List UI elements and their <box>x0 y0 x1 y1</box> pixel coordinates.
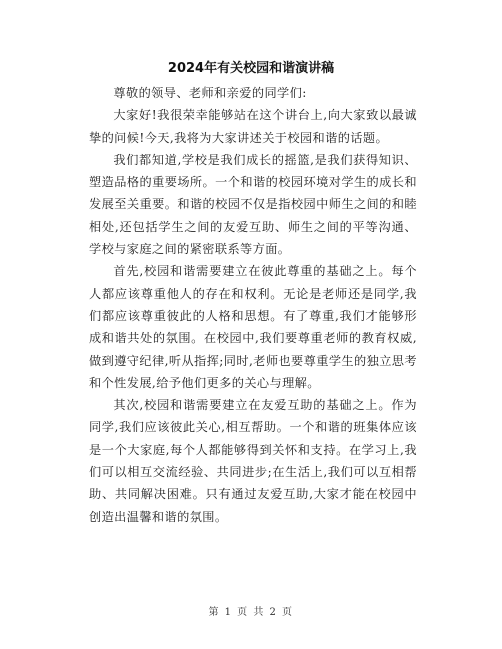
greeting-paragraph: 尊敬的领导、老师和亲爱的同学们: <box>113 86 307 100</box>
respect-paragraph: 首先,校园和谐需要建立在彼此尊重的基础之上。每个人都应该尊重他人的存在和权利。无论是老师还是同学,我们都应该尊重彼此的人格和思想。有了尊重,我们才能够形成和谐共处的氛围。在校园中,我们要尊重老师的教育权威,做到遵守纪律,听从指挥;同时,老师也要尊重学生的独立思考和个性发展,给予他们更多的关心与理解。 <box>89 264 417 390</box>
document-title: 2024年有关校园和谐演讲稿 <box>167 61 335 76</box>
page-footer: 第 1 页 共 2 页 <box>208 607 294 618</box>
document-body <box>89 82 417 528</box>
opening-paragraph: 大家好!我很荣幸能够站在这个讲台上,向大家致以最诚挚的问候!今天,我将为大家讲述关于校园和谐的话题。 <box>89 108 417 145</box>
introduction-paragraph: 我们都知道,学校是我们成长的摇篮,是我们获得知识、塑造品格的重要场所。一个和谐的校园环境对学生的成长和发展至关重要。和谐的校园不仅是指校园中师生之间的和睦相处,还包括学生之间的友爱互助、师生之间的平等沟通、学校与家庭之间的紧密联系等方面。 <box>89 152 417 257</box>
mutual-help-paragraph: 其次,校园和谐需要建立在友爱互助的基础之上。作为同学,我们应该彼此关心,相互帮助。一个和谐的班集体应该是一个大家庭,每个人都能够得到关怀和支持。在学习上,我们可以相互交流经验、共同进步;在生活上,我们可以互相帮助、共同解决困难。只有通过友爱互助,大家才能在校园中创造出温馨和谐的氛围。 <box>89 398 417 524</box>
